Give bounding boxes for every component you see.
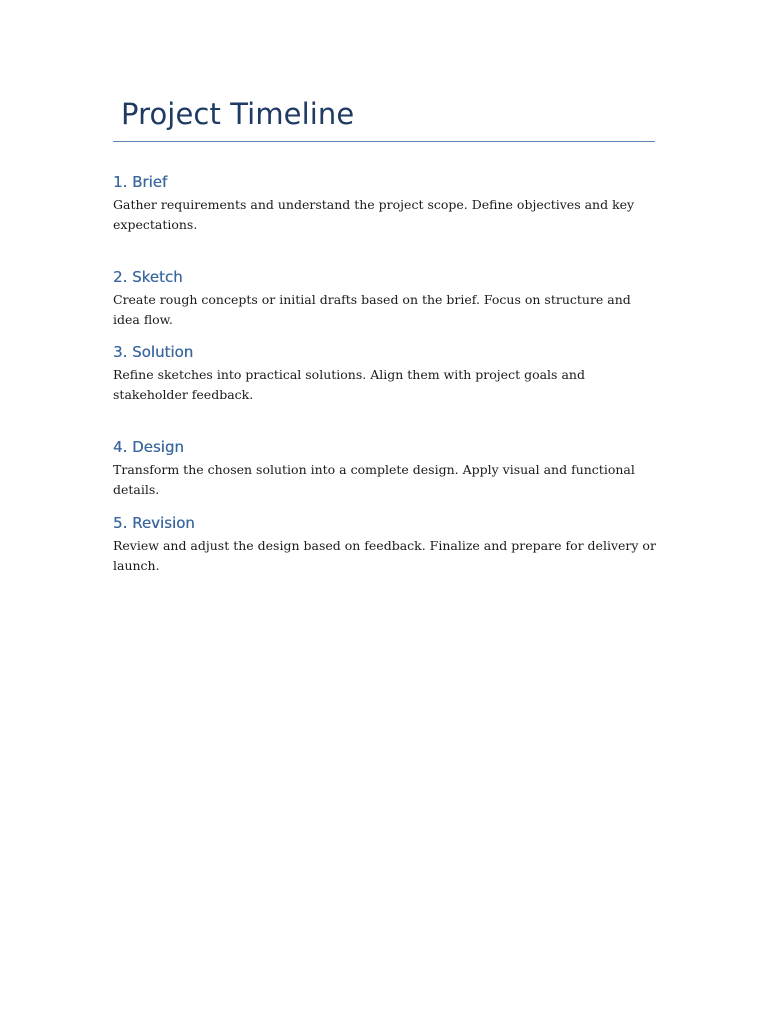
section-body: Gather requirements and understand the project scope. Define objectives and key expectations.: [113, 197, 635, 232]
section-heading: 1. Brief: [113, 173, 168, 191]
section-solution: [113, 342, 658, 405]
section-heading: 4. Design: [113, 438, 184, 456]
section-heading: 3. Solution: [113, 343, 194, 361]
section-body: Refine sketches into practical solutions. Align them with project goals and stakeholder feedback.: [113, 367, 585, 402]
section-heading: 2. Sketch: [113, 268, 183, 286]
section-heading: 5. Revision: [113, 514, 195, 532]
section-design: [113, 437, 658, 500]
section-body: Transform the chosen solution into a complete design. Apply visual and functional details.: [113, 462, 635, 497]
section-brief: [113, 172, 658, 235]
section-sketch: [113, 267, 658, 330]
section-revision: [113, 513, 658, 576]
title-block: [113, 92, 655, 142]
section-body: Review and adjust the design based on feedback. Finalize and prepare for delivery or launch.: [113, 538, 656, 573]
page-title: Project Timeline: [121, 97, 355, 131]
section-body: Create rough concepts or initial drafts based on the brief. Focus on structure and idea flow.: [113, 292, 631, 327]
